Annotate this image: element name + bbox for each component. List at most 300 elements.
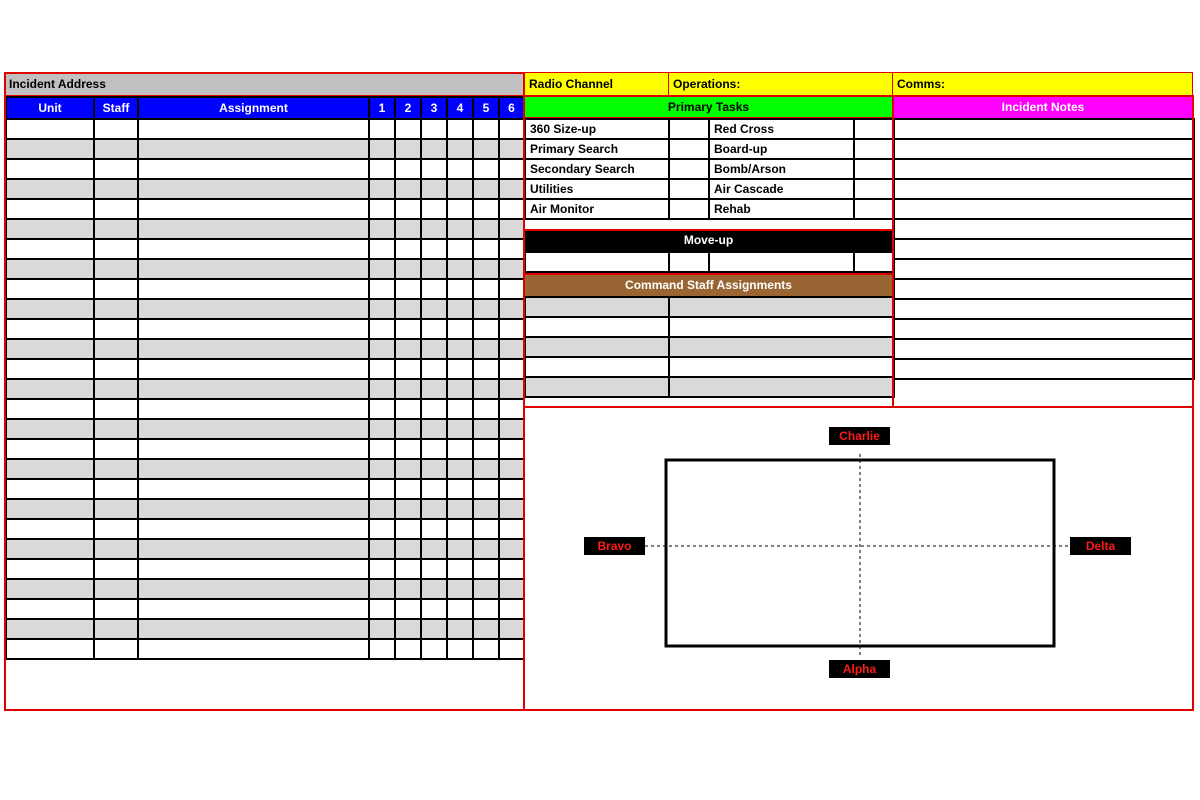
unit-cell[interactable]: [94, 159, 138, 179]
unit-cell[interactable]: [447, 619, 473, 639]
unit-cell[interactable]: [94, 199, 138, 219]
unit-cell[interactable]: [94, 599, 138, 619]
unit-cell[interactable]: [94, 459, 138, 479]
unit-cell[interactable]: [369, 619, 395, 639]
unit-cell[interactable]: [447, 259, 473, 279]
unit-cell[interactable]: [395, 399, 421, 419]
unit-cell[interactable]: [421, 459, 447, 479]
unit-cell[interactable]: [94, 319, 138, 339]
unit-cell[interactable]: [421, 619, 447, 639]
unit-cell[interactable]: [447, 279, 473, 299]
move-up-cell[interactable]: [669, 252, 709, 272]
unit-cell[interactable]: [473, 239, 499, 259]
unit-cell[interactable]: [499, 599, 524, 619]
unit-cell[interactable]: [499, 499, 524, 519]
task-check[interactable]: [854, 159, 894, 179]
unit-cell[interactable]: [395, 259, 421, 279]
unit-row: [6, 159, 524, 179]
unit-cell[interactable]: [369, 219, 395, 239]
unit-cell[interactable]: [369, 159, 395, 179]
note-cell[interactable]: [894, 339, 1194, 359]
unit-cell[interactable]: [447, 179, 473, 199]
note-cell[interactable]: [894, 279, 1194, 299]
unit-cell[interactable]: [421, 599, 447, 619]
unit-cell[interactable]: [473, 399, 499, 419]
unit-cell[interactable]: [138, 299, 369, 319]
unit-cell[interactable]: [447, 419, 473, 439]
unit-cell[interactable]: [421, 119, 447, 139]
unit-cell[interactable]: [369, 479, 395, 499]
unit-cell[interactable]: [395, 439, 421, 459]
unit-cell[interactable]: [447, 159, 473, 179]
unit-row: [6, 519, 524, 539]
unit-cell[interactable]: [499, 439, 524, 459]
unit-cell[interactable]: [138, 339, 369, 359]
col-2: 2: [395, 97, 421, 119]
unit-cell[interactable]: [421, 379, 447, 399]
unit-cell[interactable]: [6, 279, 94, 299]
command-staff-cell[interactable]: [669, 357, 894, 377]
unit-cell[interactable]: [421, 139, 447, 159]
unit-cell[interactable]: [395, 199, 421, 219]
unit-cell[interactable]: [447, 579, 473, 599]
task-check[interactable]: [854, 199, 894, 219]
unit-cell[interactable]: [499, 579, 524, 599]
unit-cell[interactable]: [447, 519, 473, 539]
unit-cell[interactable]: [138, 579, 369, 599]
unit-cell[interactable]: [499, 399, 524, 419]
unit-cell[interactable]: [395, 479, 421, 499]
unit-cell[interactable]: [499, 279, 524, 299]
unit-cell[interactable]: [395, 519, 421, 539]
unit-cell[interactable]: [395, 459, 421, 479]
unit-cell[interactable]: [369, 339, 395, 359]
note-cell[interactable]: [894, 239, 1194, 259]
unit-cell[interactable]: [447, 299, 473, 319]
unit-cell[interactable]: [369, 519, 395, 539]
unit-cell[interactable]: [138, 359, 369, 379]
unit-cell[interactable]: [473, 419, 499, 439]
unit-cell[interactable]: [6, 419, 94, 439]
unit-cell[interactable]: [138, 619, 369, 639]
unit-cell[interactable]: [94, 419, 138, 439]
unit-cell[interactable]: [369, 539, 395, 559]
unit-cell[interactable]: [138, 459, 369, 479]
unit-cell[interactable]: [94, 499, 138, 519]
unit-cell[interactable]: [447, 479, 473, 499]
unit-cell[interactable]: [447, 539, 473, 559]
note-cell[interactable]: [894, 179, 1194, 199]
unit-cell[interactable]: [499, 539, 524, 559]
unit-cell[interactable]: [499, 119, 524, 139]
unit-cell[interactable]: [6, 359, 94, 379]
unit-cell[interactable]: [369, 199, 395, 219]
unit-row: [6, 319, 524, 339]
unit-cell[interactable]: [473, 579, 499, 599]
unit-cell[interactable]: [473, 119, 499, 139]
unit-cell[interactable]: [473, 379, 499, 399]
unit-cell[interactable]: [473, 639, 499, 659]
unit-cell[interactable]: [6, 539, 94, 559]
unit-cell[interactable]: [421, 399, 447, 419]
unit-cell[interactable]: [6, 139, 94, 159]
unit-cell[interactable]: [447, 359, 473, 379]
unit-cell[interactable]: [369, 239, 395, 259]
unit-cell[interactable]: [395, 619, 421, 639]
unit-cell[interactable]: [421, 159, 447, 179]
unit-cell[interactable]: [421, 299, 447, 319]
unit-cell[interactable]: [369, 639, 395, 659]
unit-cell[interactable]: [6, 199, 94, 219]
unit-cell[interactable]: [369, 419, 395, 439]
unit-cell[interactable]: [447, 319, 473, 339]
unit-cell[interactable]: [499, 559, 524, 579]
command-staff-cell[interactable]: [669, 317, 894, 337]
unit-cell[interactable]: [369, 299, 395, 319]
unit-cell[interactable]: [6, 119, 94, 139]
unit-cell[interactable]: [421, 479, 447, 499]
unit-cell[interactable]: [369, 559, 395, 579]
unit-cell[interactable]: [138, 539, 369, 559]
unit-cell[interactable]: [369, 139, 395, 159]
unit-cell[interactable]: [395, 239, 421, 259]
unit-cell[interactable]: [473, 279, 499, 299]
unit-row: [6, 419, 524, 439]
unit-cell[interactable]: [138, 239, 369, 259]
unit-cell[interactable]: [94, 539, 138, 559]
unit-cell[interactable]: [499, 219, 524, 239]
unit-cell[interactable]: [138, 519, 369, 539]
unit-cell[interactable]: [94, 239, 138, 259]
unit-cell[interactable]: [499, 479, 524, 499]
unit-cell[interactable]: [6, 479, 94, 499]
unit-cell[interactable]: [395, 319, 421, 339]
unit-cell[interactable]: [447, 119, 473, 139]
unit-cell[interactable]: [499, 259, 524, 279]
unit-cell[interactable]: [421, 439, 447, 459]
note-cell[interactable]: [894, 359, 1194, 379]
unit-cell[interactable]: [499, 639, 524, 659]
unit-cell[interactable]: [421, 419, 447, 439]
unit-cell[interactable]: [395, 539, 421, 559]
unit-cell[interactable]: [421, 539, 447, 559]
unit-cell[interactable]: [395, 379, 421, 399]
unit-cell[interactable]: [473, 359, 499, 379]
unit-cell[interactable]: [138, 399, 369, 419]
unit-cell[interactable]: [94, 559, 138, 579]
unit-cell[interactable]: [138, 219, 369, 239]
unit-cell[interactable]: [138, 179, 369, 199]
unit-cell[interactable]: [369, 359, 395, 379]
unit-cell[interactable]: [395, 359, 421, 379]
move-up-header: [524, 229, 893, 251]
unit-cell[interactable]: [138, 439, 369, 459]
unit-cell[interactable]: [473, 179, 499, 199]
unit-cell[interactable]: [6, 299, 94, 319]
unit-cell[interactable]: [6, 519, 94, 539]
unit-cell[interactable]: [473, 459, 499, 479]
unit-table-header: [6, 97, 524, 119]
unit-cell[interactable]: [94, 399, 138, 419]
unit-cell[interactable]: [395, 139, 421, 159]
unit-cell[interactable]: [447, 459, 473, 479]
unit-cell[interactable]: [447, 499, 473, 519]
unit-cell[interactable]: [369, 499, 395, 519]
unit-cell[interactable]: [369, 599, 395, 619]
unit-cell[interactable]: [395, 419, 421, 439]
unit-cell[interactable]: [6, 259, 94, 279]
unit-cell[interactable]: [138, 139, 369, 159]
unit-cell[interactable]: [421, 639, 447, 659]
unit-cell[interactable]: [421, 579, 447, 599]
command-staff-cell[interactable]: [525, 317, 669, 337]
note-row: [894, 219, 1194, 239]
command-staff-cell[interactable]: [525, 337, 669, 357]
unit-cell[interactable]: [499, 159, 524, 179]
unit-cell[interactable]: [499, 139, 524, 159]
task-check[interactable]: [854, 139, 894, 159]
task-check[interactable]: [669, 139, 709, 159]
unit-cell[interactable]: [94, 379, 138, 399]
task-check[interactable]: [854, 179, 894, 199]
unit-cell[interactable]: [94, 579, 138, 599]
unit-cell[interactable]: [499, 199, 524, 219]
unit-cell[interactable]: [369, 259, 395, 279]
unit-cell[interactable]: [369, 279, 395, 299]
unit-cell[interactable]: [6, 499, 94, 519]
unit-cell[interactable]: [473, 479, 499, 499]
move-up-cell[interactable]: [854, 252, 894, 272]
unit-cell[interactable]: [421, 179, 447, 199]
unit-cell[interactable]: [395, 339, 421, 359]
unit-cell[interactable]: [6, 619, 94, 639]
task-check[interactable]: [854, 119, 894, 139]
unit-cell[interactable]: [94, 119, 138, 139]
unit-cell[interactable]: [447, 439, 473, 459]
side-charlie-label: Charlie: [829, 427, 890, 445]
unit-cell[interactable]: [138, 259, 369, 279]
unit-cell[interactable]: [499, 239, 524, 259]
unit-cell[interactable]: [6, 239, 94, 259]
unit-cell[interactable]: [447, 559, 473, 579]
note-row: [894, 139, 1194, 159]
unit-row: [6, 199, 524, 219]
unit-cell[interactable]: [473, 439, 499, 459]
unit-cell[interactable]: [499, 519, 524, 539]
unit-cell[interactable]: [473, 559, 499, 579]
primary-tasks-table: [524, 118, 895, 220]
unit-cell[interactable]: [6, 639, 94, 659]
unit-cell[interactable]: [6, 459, 94, 479]
unit-cell[interactable]: [499, 379, 524, 399]
command-staff-cell[interactable]: [669, 297, 894, 317]
unit-cell[interactable]: [447, 399, 473, 419]
unit-cell[interactable]: [395, 639, 421, 659]
command-staff-cell[interactable]: [669, 377, 894, 397]
unit-cell[interactable]: [395, 579, 421, 599]
note-cell[interactable]: [894, 219, 1194, 239]
unit-cell[interactable]: [395, 219, 421, 239]
unit-cell[interactable]: [138, 499, 369, 519]
unit-cell[interactable]: [395, 159, 421, 179]
unit-cell[interactable]: [447, 599, 473, 619]
unit-cell[interactable]: [6, 219, 94, 239]
unit-cell[interactable]: [421, 319, 447, 339]
unit-cell[interactable]: [94, 259, 138, 279]
unit-cell[interactable]: [499, 339, 524, 359]
unit-cell[interactable]: [447, 199, 473, 219]
unit-cell[interactable]: [6, 379, 94, 399]
unit-cell[interactable]: [94, 479, 138, 499]
unit-row: [6, 479, 524, 499]
unit-cell[interactable]: [499, 179, 524, 199]
unit-cell[interactable]: [473, 199, 499, 219]
unit-cell[interactable]: [138, 419, 369, 439]
unit-cell[interactable]: [138, 599, 369, 619]
unit-cell[interactable]: [395, 599, 421, 619]
unit-cell[interactable]: [395, 119, 421, 139]
command-staff-cell[interactable]: [525, 297, 669, 317]
unit-cell[interactable]: [473, 619, 499, 639]
unit-cell[interactable]: [421, 259, 447, 279]
command-staff-cell[interactable]: [525, 377, 669, 397]
unit-cell[interactable]: [473, 539, 499, 559]
unit-cell[interactable]: [94, 219, 138, 239]
command-staff-cell[interactable]: [525, 357, 669, 377]
unit-cell[interactable]: [94, 519, 138, 539]
unit-cell[interactable]: [138, 639, 369, 659]
unit-cell[interactable]: [138, 379, 369, 399]
unit-cell[interactable]: [138, 479, 369, 499]
unit-cell[interactable]: [94, 279, 138, 299]
unit-cell[interactable]: [447, 339, 473, 359]
unit-cell[interactable]: [473, 219, 499, 239]
unit-cell[interactable]: [369, 459, 395, 479]
unit-cell[interactable]: [473, 599, 499, 619]
unit-cell[interactable]: [94, 359, 138, 379]
note-cell[interactable]: [894, 299, 1194, 319]
unit-cell[interactable]: [447, 139, 473, 159]
unit-cell[interactable]: [499, 299, 524, 319]
unit-cell[interactable]: [6, 439, 94, 459]
unit-cell[interactable]: [138, 319, 369, 339]
unit-cell[interactable]: [473, 139, 499, 159]
incident-notes-title: Incident Notes: [1001, 100, 1085, 114]
unit-cell[interactable]: [138, 159, 369, 179]
unit-cell[interactable]: [138, 199, 369, 219]
unit-cell[interactable]: [369, 379, 395, 399]
task-check[interactable]: [669, 159, 709, 179]
unit-cell[interactable]: [369, 439, 395, 459]
unit-cell[interactable]: [473, 499, 499, 519]
unit-cell[interactable]: [6, 179, 94, 199]
unit-cell[interactable]: [473, 259, 499, 279]
unit-cell[interactable]: [421, 499, 447, 519]
note-row: [894, 359, 1194, 379]
unit-cell[interactable]: [6, 159, 94, 179]
unit-cell[interactable]: [94, 439, 138, 459]
unit-cell[interactable]: [395, 279, 421, 299]
unit-cell[interactable]: [94, 619, 138, 639]
unit-cell[interactable]: [138, 559, 369, 579]
unit-cell[interactable]: [138, 279, 369, 299]
unit-cell[interactable]: [94, 139, 138, 159]
unit-cell[interactable]: [473, 519, 499, 539]
col-unit: Unit: [6, 97, 94, 119]
unit-cell[interactable]: [421, 559, 447, 579]
unit-cell[interactable]: [395, 299, 421, 319]
task-check[interactable]: [669, 199, 709, 219]
note-cell[interactable]: [894, 159, 1194, 179]
unit-cell[interactable]: [421, 339, 447, 359]
unit-cell[interactable]: [447, 639, 473, 659]
unit-cell[interactable]: [369, 179, 395, 199]
unit-cell[interactable]: [421, 199, 447, 219]
unit-cell[interactable]: [94, 639, 138, 659]
note-cell[interactable]: [894, 139, 1194, 159]
note-cell[interactable]: [894, 259, 1194, 279]
unit-cell[interactable]: [473, 339, 499, 359]
unit-cell[interactable]: [473, 159, 499, 179]
unit-cell[interactable]: [421, 239, 447, 259]
task-row: [525, 159, 894, 179]
move-up-cell[interactable]: [525, 252, 669, 272]
unit-cell[interactable]: [94, 339, 138, 359]
unit-cell[interactable]: [421, 219, 447, 239]
unit-cell[interactable]: [6, 579, 94, 599]
unit-cell[interactable]: [6, 319, 94, 339]
unit-cell[interactable]: [473, 319, 499, 339]
unit-cell[interactable]: [421, 519, 447, 539]
task-check[interactable]: [669, 179, 709, 199]
move-up-cell[interactable]: [709, 252, 854, 272]
unit-cell[interactable]: [421, 359, 447, 379]
unit-cell[interactable]: [499, 359, 524, 379]
note-cell[interactable]: [894, 119, 1194, 139]
unit-cell[interactable]: [421, 279, 447, 299]
unit-cell[interactable]: [138, 119, 369, 139]
unit-cell[interactable]: [499, 619, 524, 639]
unit-cell[interactable]: [499, 419, 524, 439]
unit-cell[interactable]: [499, 459, 524, 479]
unit-cell[interactable]: [499, 319, 524, 339]
unit-cell[interactable]: [6, 599, 94, 619]
side-bravo-label: Bravo: [584, 537, 645, 555]
unit-cell[interactable]: [395, 559, 421, 579]
unit-cell[interactable]: [369, 579, 395, 599]
unit-cell[interactable]: [6, 399, 94, 419]
note-cell[interactable]: [894, 199, 1194, 219]
unit-cell[interactable]: [369, 319, 395, 339]
unit-cell[interactable]: [6, 339, 94, 359]
unit-cell[interactable]: [369, 119, 395, 139]
task-row: [525, 119, 894, 139]
command-staff-cell[interactable]: [669, 337, 894, 357]
unit-cell[interactable]: [94, 299, 138, 319]
note-cell[interactable]: [894, 319, 1194, 339]
unit-cell[interactable]: [94, 179, 138, 199]
unit-cell[interactable]: [447, 379, 473, 399]
move-up-row: [525, 252, 894, 272]
task-check[interactable]: [669, 119, 709, 139]
unit-cell[interactable]: [447, 219, 473, 239]
unit-cell[interactable]: [395, 179, 421, 199]
unit-cell[interactable]: [473, 299, 499, 319]
unit-cell[interactable]: [447, 239, 473, 259]
unit-cell[interactable]: [6, 559, 94, 579]
unit-cell[interactable]: [395, 499, 421, 519]
unit-cell[interactable]: [369, 399, 395, 419]
